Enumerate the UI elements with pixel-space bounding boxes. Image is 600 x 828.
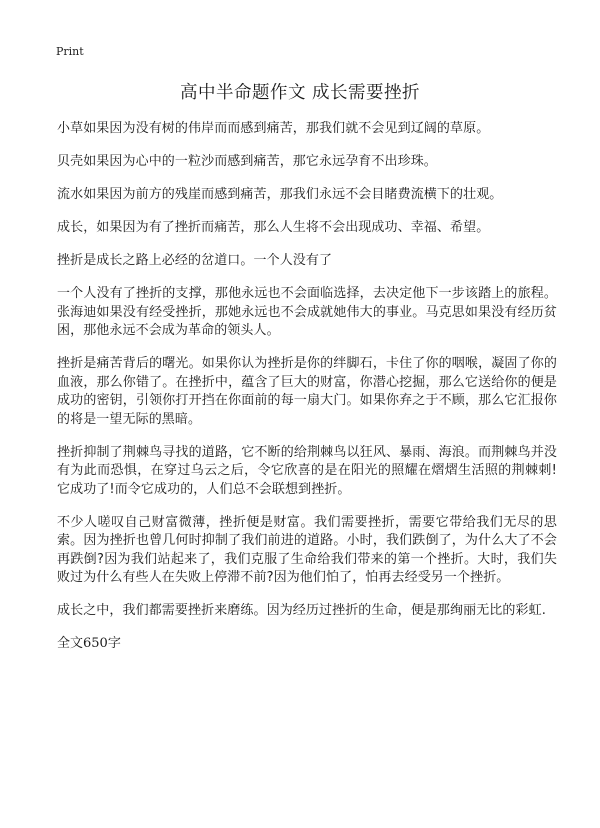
word-count-prefix: 全文 [57,636,84,651]
print-link[interactable]: Print [56,45,84,58]
page-title: 高中半命题作文 成长需要挫折 [179,83,421,103]
paragraph-4: 成长，如果因为有了挫折而痛苦，那么人生将不会出现成功、幸福、希望。 [57,220,490,235]
paragraph-5: 挫折是成长之路上必经的岔道口。一个人没有了 [57,253,333,268]
paragraph-1: 小草如果因为没有树的伟岸而而感到痛苦，那我们就不会见到辽阔的草原。 [57,121,490,136]
article-body [57,120,557,653]
paragraph-3: 流水如果因为前方的残崖而感到痛苦，那我们永远不会目睹费流横下的壮观。 [57,187,503,202]
paragraph-10: 成长之中，我们都需要挫折来磨练。因为经历过挫折的生命，便是那绚丽无比的彩虹. [57,603,546,618]
paragraph-7: 挫折是痛苦背后的曙光。如果你认为挫折是你的绊脚石，卡住了你的咽喉，凝固了你的血液，那么你错了。在挫折中，蕴含了巨大的财富，你潜心挖掘，那么它送给你的便是成功的密钥，引领你打开挡在你面前的每一扇大门。如果你弃之于不顾，那么它汇报你的将是一望无际的黑暗。 [57,356,557,427]
paragraph-8: 挫折抑制了荆棘鸟寻找的道路，它不断的给荆棘鸟以狂风、暴雨、海浪。而荆棘鸟并没有为此而恐惧，在穿过乌云之后，令它欣喜的是在阳光的照耀在熠熠生活照的荆棘刺!它成功了!而令它成功的，人们总不会联想到挫折。 [57,444,557,497]
word-count [57,635,557,653]
paragraph-6: 一个人没有了挫折的支撑，那他永远也不会面临选择，去决定他下一步该踏上的旅程。张海迪如果没有经受挫折，那她永远也不会成就她伟大的事业。马克思如果没有经历贫困，那他永远不会成为革命的领头人。 [57,286,557,338]
word-count-suffix: 字 [107,636,121,651]
paragraph-9: 不少人嗟叹自己财富微薄，挫折便是财富。我们需要挫折，需要它带给我们无尽的思索。因为挫折也曾几何时抑制了我们前进的道路。小时，我们跌倒了，为什么大了不会再跌倒?因为我们站起来了，我们克服了生命给我们带来的第一个挫折。大时，我们失败过为什么有些人在失败上停滞不前?因为他们怕了，怕再去经受另一个挫折。 [57,514,557,585]
paragraph-2: 贝壳如果因为心中的一粒沙而感到痛苦，那它永远孕育不出珍珠。 [57,154,437,169]
word-count-number: 650 [83,636,108,651]
